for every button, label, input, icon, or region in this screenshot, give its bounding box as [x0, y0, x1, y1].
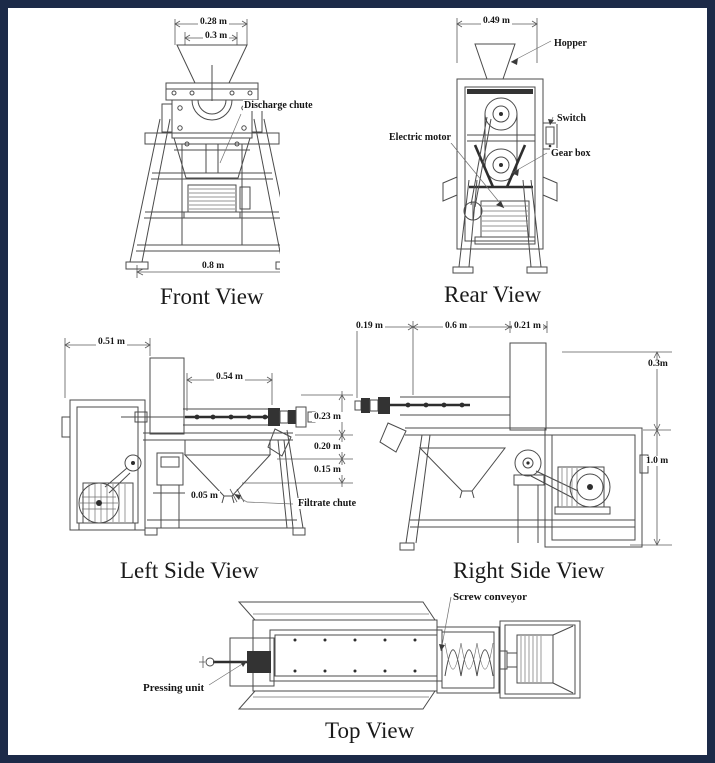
- electric-motor-label: Electric motor: [389, 132, 451, 143]
- front-view-drawing: [90, 15, 280, 280]
- right-side-view-title: Right Side View: [453, 558, 605, 583]
- screw-conveyor-label: Screw conveyor: [453, 591, 528, 603]
- right-side-view-drawing: [350, 315, 695, 565]
- front-dim-base: 0.8 m: [202, 261, 225, 271]
- rear-switch-shape: [543, 123, 557, 149]
- rear-hopper-shape: [475, 44, 515, 79]
- top-motor-unit-shape: [499, 621, 580, 698]
- left-dim-chute: 0.05 m: [191, 491, 218, 501]
- front-hopper-shape: [177, 45, 247, 101]
- discharge-chute-label: Discharge chute: [244, 100, 313, 111]
- right-frame-shape: [400, 428, 648, 550]
- rear-body-shape: [457, 79, 543, 249]
- front-dim-top-inner: 0.3 m: [205, 31, 228, 41]
- rear-view-drawing: [425, 15, 670, 285]
- left-dim-barrel: 0.54 m: [216, 372, 243, 382]
- left-dim-lower: 0.15 m: [314, 465, 341, 475]
- right-dim-height-lower: 1.0 m: [646, 456, 669, 466]
- left-dim-frame: 0.51 m: [98, 337, 125, 347]
- rear-view-title: Rear View: [444, 282, 542, 307]
- right-dimension-lines: [357, 321, 672, 545]
- left-motor-shape: [79, 483, 135, 530]
- rear-leader-lines: [447, 41, 554, 208]
- switch-label: Switch: [557, 113, 586, 124]
- pressing-unit-label: Pressing unit: [143, 682, 205, 694]
- gear-box-label: Gear box: [551, 148, 591, 159]
- front-motor-shape: [184, 185, 250, 218]
- left-dimension-lines: [65, 338, 353, 502]
- rear-dim-width: 0.49 m: [483, 16, 510, 26]
- right-dim-height-upper: 0.3m: [648, 359, 668, 369]
- top-screw-conveyor-shape: [437, 627, 499, 693]
- left-side-view-title: Left Side View: [120, 558, 259, 583]
- left-gearbox-shape: [153, 453, 185, 528]
- front-stand-shape: [126, 119, 280, 269]
- top-view-drawing: [135, 583, 595, 718]
- front-dimension-lines: [137, 19, 280, 278]
- rear-legs-shape: [443, 177, 557, 273]
- front-dim-top-outer: 0.28 m: [200, 17, 227, 27]
- right-dim-right: 0.21 m: [514, 321, 541, 331]
- right-dim-left: 0.19 m: [356, 321, 383, 331]
- filtrate-chute-label: Filtrate chute: [298, 498, 357, 509]
- right-motor-shape: [555, 467, 610, 514]
- left-hopper-shape: [150, 358, 184, 434]
- right-dim-mid: 0.6 m: [445, 321, 468, 331]
- top-pressing-unit-shape: [199, 638, 274, 686]
- right-press-barrel-shape: [355, 397, 510, 452]
- top-view-title: Top View: [325, 718, 415, 743]
- left-dim-upper: 0.23 m: [314, 412, 341, 422]
- hopper-label: Hopper: [554, 38, 587, 49]
- front-discharge-chute-shape: [174, 114, 250, 178]
- right-gearbox-shape: [514, 450, 578, 543]
- right-hopper-shape: [510, 343, 546, 430]
- left-dim-mid: 0.20 m: [314, 442, 341, 452]
- front-view-title: Front View: [160, 284, 264, 309]
